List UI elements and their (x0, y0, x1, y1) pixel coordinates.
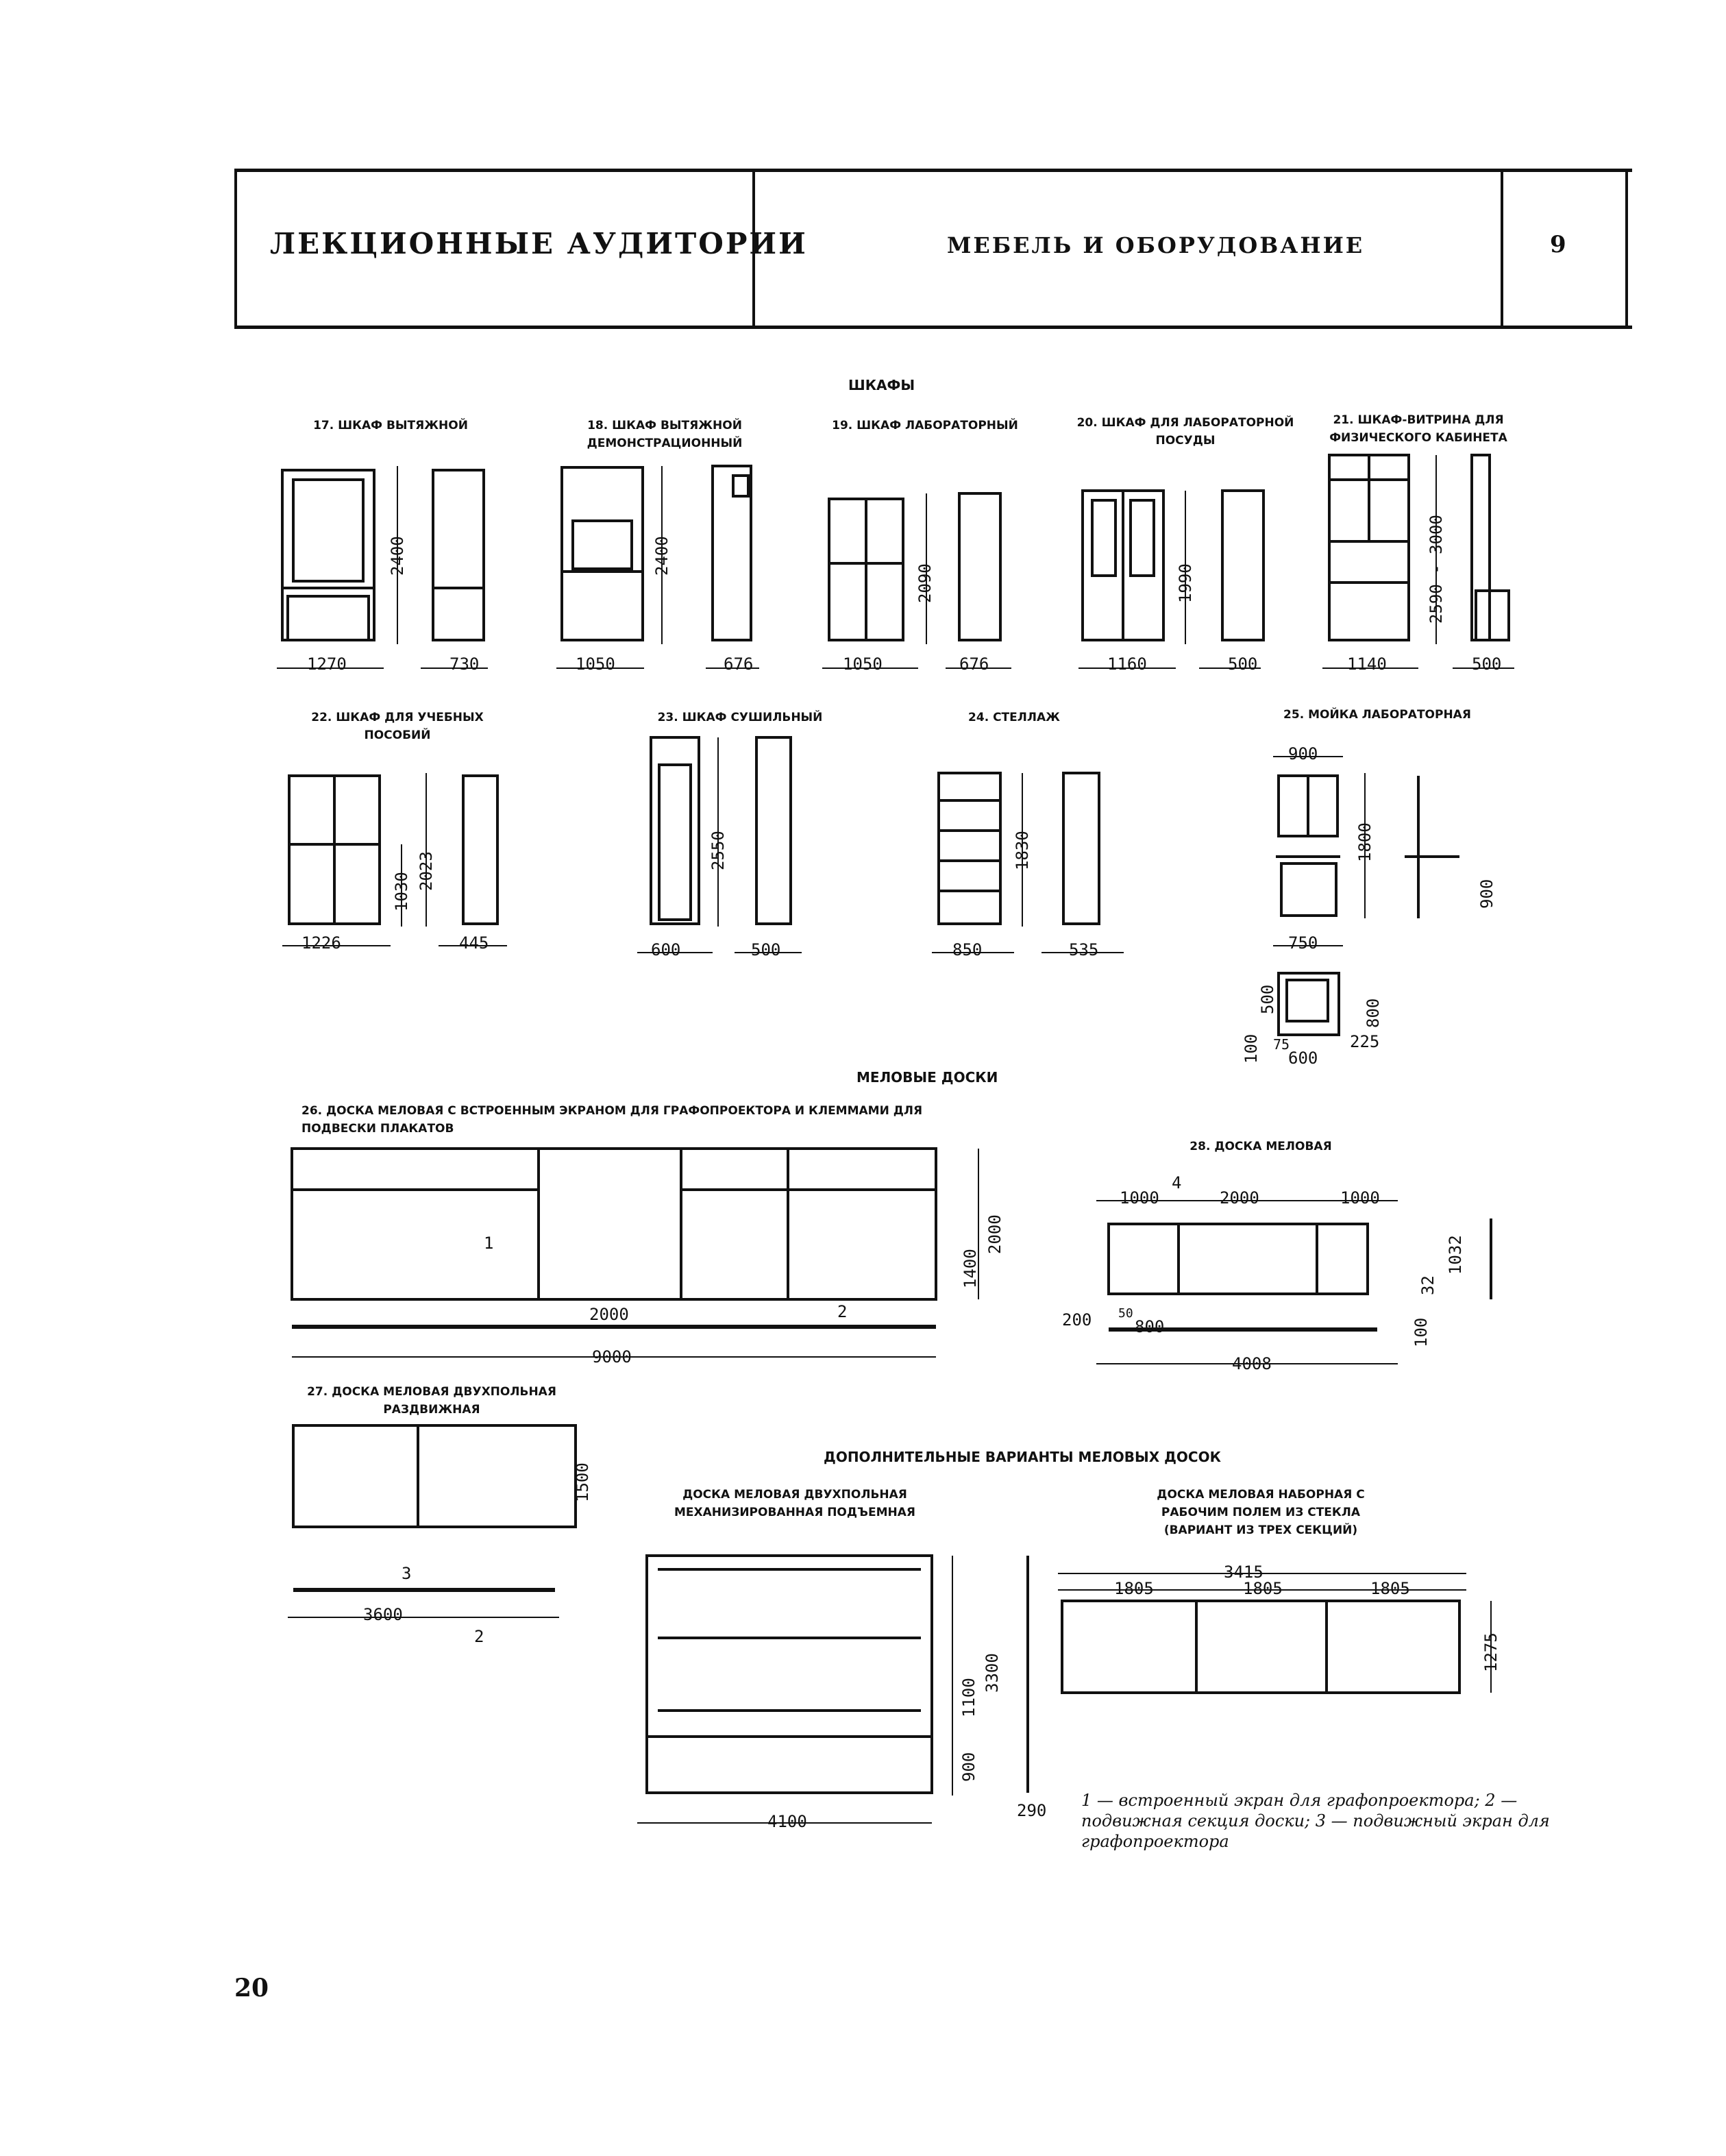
section-title: ЛЕКЦИОННЫЕ АУДИТОРИИ (270, 227, 808, 260)
section-chalkboards: МЕЛОВЫЕ ДОСКИ (856, 1069, 998, 1086)
dim-22-lower-height: 1030 (392, 872, 411, 911)
section-cabinets: ШКАФЫ (848, 377, 915, 393)
drawing-item-21 (1322, 455, 1514, 668)
drawing-item-25 (1273, 757, 1459, 1035)
dim-22-depth: 445 (459, 933, 489, 953)
dim-18-depth: 676 (724, 654, 754, 674)
dim-28-spacing: 800 (1135, 1317, 1165, 1336)
dim-25-plan-a: 500 (1258, 984, 1277, 1014)
dim-mech-width: 4100 (767, 1812, 807, 1831)
drawing-item-22 (282, 773, 507, 946)
dim-19-depth: 676 (959, 654, 989, 674)
dim-20-depth: 500 (1228, 654, 1258, 674)
dim-25-plan-width: 600 (1288, 1049, 1318, 1068)
dim-28-center: 2000 (1220, 1188, 1259, 1208)
dim-23-width: 600 (651, 940, 681, 959)
dim-18-height: 2400 (652, 536, 671, 576)
label-item-26: 26. ДОСКА МЕЛОВАЯ С ВСТРОЕННЫМ ЭКРАНОМ ДЛЯ ГРАФОПРОЕКТОРА И КЛЕММАМИ ДЛЯ ПОДВЕСКИ ПЛАКАТОВ (301, 1104, 923, 1136)
label-item-17: 17. ШКАФ ВЫТЯЖНОЙ (313, 419, 468, 432)
section-extra-boards: ДОПОЛНИТЕЛЬНЫЕ ВАРИАНТЫ МЕЛОВЫХ ДОСОК (824, 1449, 1221, 1465)
label-item-24: 24. СТЕЛЛАЖ (968, 711, 1060, 724)
dim-25-plan-offset: 75 (1273, 1036, 1290, 1053)
label-item-28: 28. ДОСКА МЕЛОВАЯ (1189, 1140, 1332, 1153)
dim-28-depth: 100 (1411, 1317, 1431, 1347)
dim-26-middle: 2000 (589, 1305, 629, 1324)
dim-28-gap: 4 (1172, 1173, 1182, 1192)
dim-mech-base: 900 (959, 1752, 978, 1782)
dim-28-left: 1000 (1120, 1188, 1159, 1208)
dim-28-clip: 50 (1118, 1306, 1133, 1321)
dim-27-height: 1500 (573, 1462, 592, 1502)
legend: 1 — встроенный экран для графопроектора; 2 — подвижная секция доски; 3 — подвижный экран для графопроектора (1081, 1791, 1550, 1851)
page-topic: МЕБЕЛЬ И ОБОРУДОВАНИЕ (947, 232, 1365, 258)
dim-20-height: 1990 (1176, 563, 1195, 603)
dim-19-height: 2090 (915, 563, 935, 603)
dim-24-height: 1830 (1013, 831, 1032, 870)
dim-28-total: 4008 (1232, 1354, 1272, 1373)
sheet-number: 9 (1550, 231, 1568, 258)
dim-25-counter-height: 900 (1477, 879, 1496, 909)
label-item-21: 21. ШКАФ-ВИТРИНА ДЛЯ ФИЗИЧЕСКОГО КАБИНЕТА (1329, 413, 1507, 445)
drawing-item-26 (292, 1149, 978, 1357)
dim-26-screen-height: 1400 (961, 1249, 980, 1288)
dim-21-height: 2590 - 3000 (1427, 515, 1446, 624)
callout-2: 2 (837, 1302, 848, 1321)
dim-26-height: 2000 (985, 1214, 1004, 1254)
dim-25-plan-depth: 800 (1364, 998, 1383, 1028)
dim-24-width: 850 (952, 940, 983, 959)
dim-28-top: 32 (1418, 1275, 1438, 1295)
dim-26-total: 9000 (592, 1347, 632, 1367)
dim-25-width: 750 (1288, 933, 1318, 953)
dim-17-depth: 730 (449, 654, 480, 674)
dim-glass-total: 3415 (1224, 1563, 1263, 1582)
dim-19-width: 1050 (843, 654, 883, 674)
dim-24-depth: 535 (1069, 940, 1099, 959)
label-item-18: 18. ШКАФ ВЫТЯЖНОЙ ДЕМОНСТРАЦИОННЫЙ (587, 419, 743, 450)
dim-28-right: 1000 (1340, 1188, 1380, 1208)
label-glass-board: ДОСКА МЕЛОВАЯ НАБОРНАЯ С РАБОЧИМ ПОЛЕМ ИЗ СТЕКЛА (ВАРИАНТ ИЗ ТРЕХ СЕКЦИЙ) (1157, 1488, 1365, 1537)
drawing-item-20 (1078, 491, 1263, 668)
dim-25-height: 1800 (1355, 822, 1374, 862)
callout-3: 3 (402, 1564, 412, 1583)
dim-mech-height: 3300 (983, 1653, 1002, 1693)
page-number: 20 (234, 1974, 269, 2002)
dim-23-depth: 500 (751, 940, 781, 959)
dim-17-height: 2400 (388, 536, 407, 576)
dim-22-height: 2023 (417, 851, 436, 891)
drawing-item-17 (277, 466, 488, 668)
label-item-20: 20. ШКАФ ДЛЯ ЛАБОРАТОРНОЙ ПОСУДЫ (1076, 416, 1294, 448)
dim-25-plan-side: 225 (1350, 1032, 1380, 1051)
callout-1: 1 (484, 1234, 494, 1253)
dim-glass-height: 1275 (1481, 1632, 1501, 1672)
dim-22-width: 1226 (301, 933, 341, 953)
dim-mech-lift: 1100 (959, 1678, 978, 1717)
callout-2b: 2 (474, 1627, 484, 1646)
drawing-item-27 (288, 1425, 576, 1617)
dim-mech-depth: 290 (1017, 1801, 1047, 1820)
label-item-22: 22. ШКАФ ДЛЯ УЧЕБНЫХ ПОСОБИЙ (311, 711, 484, 742)
dim-21-depth: 500 (1472, 654, 1502, 674)
dim-17-width: 1270 (307, 654, 347, 674)
dim-glass-s2: 1805 (1243, 1579, 1283, 1598)
dim-glass-s1: 1805 (1114, 1579, 1154, 1598)
dim-20-width: 1160 (1107, 654, 1147, 674)
dim-28-height: 1032 (1446, 1235, 1465, 1275)
label-mech-board: ДОСКА МЕЛОВАЯ ДВУХПОЛЬНАЯ МЕХАНИЗИРОВАННАЯ ПОДЪЕМНАЯ (674, 1488, 915, 1519)
dim-23-height: 2550 (708, 831, 728, 870)
dim-25-plan-b: 100 (1242, 1033, 1261, 1064)
dim-28-ledge: 200 (1062, 1310, 1092, 1330)
label-item-27: 27. ДОСКА МЕЛОВАЯ ДВУХПОЛЬНАЯ РАЗДВИЖНАЯ (307, 1385, 556, 1417)
label-item-23: 23. ШКАФ СУШИЛЬНЫЙ (657, 711, 823, 724)
dim-glass-s3: 1805 (1370, 1579, 1410, 1598)
dim-27-width: 3600 (363, 1605, 403, 1624)
dim-21-width: 1140 (1347, 654, 1387, 674)
dim-25-top-width: 900 (1288, 744, 1318, 763)
dim-18-width: 1050 (576, 654, 615, 674)
label-item-25: 25. МОЙКА ЛАБОРАТОРНАЯ (1283, 708, 1471, 722)
label-item-19: 19. ШКАФ ЛАБОРАТОРНЫЙ (832, 419, 1018, 432)
